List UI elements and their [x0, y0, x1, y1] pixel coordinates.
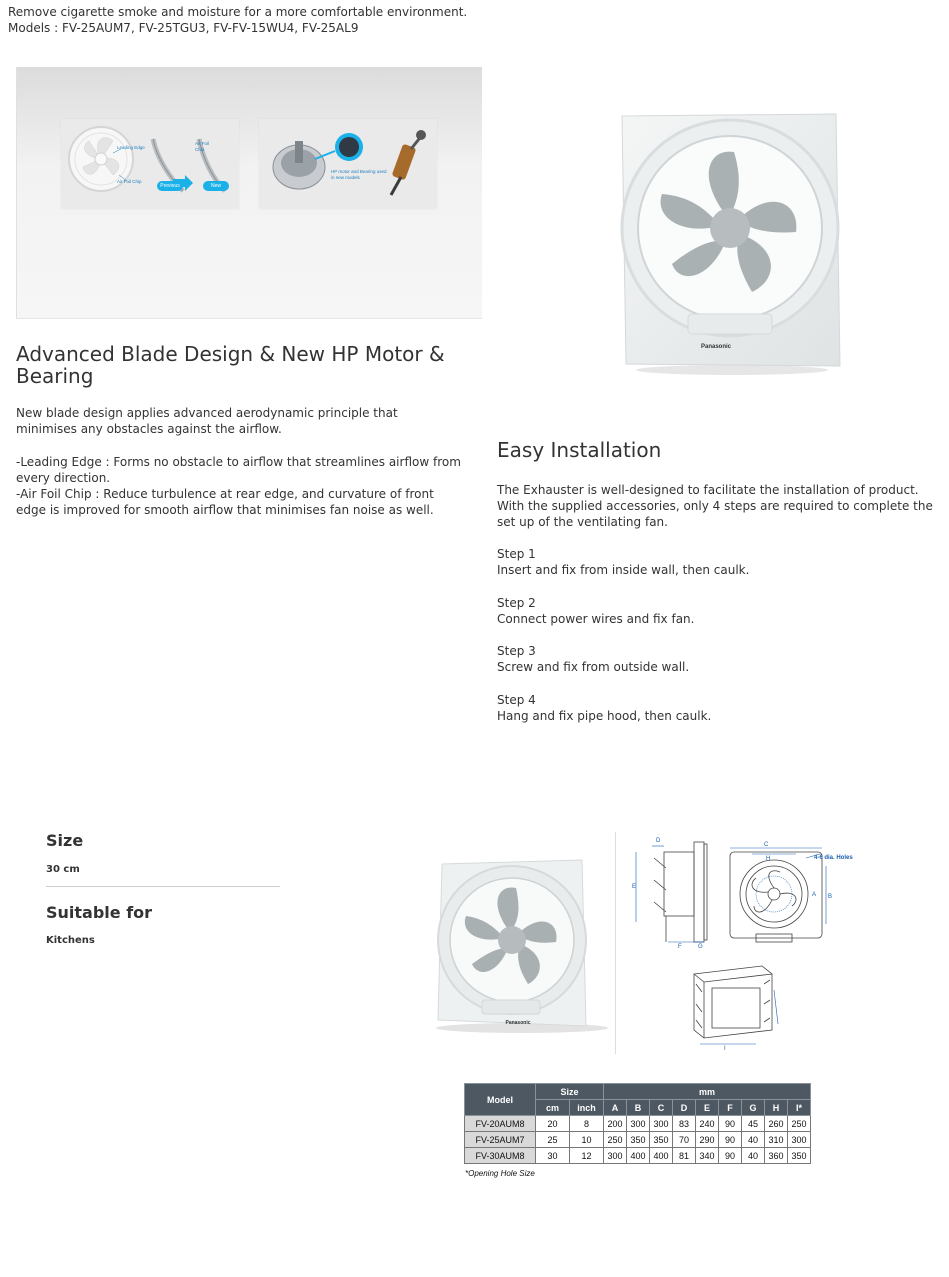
motor-tile	[259, 119, 437, 209]
table-cell: 300	[788, 1132, 811, 1148]
table-cell: 350	[627, 1132, 650, 1148]
table-cell: 90	[719, 1148, 742, 1164]
header-e: E	[696, 1100, 719, 1116]
header-model: Model	[465, 1084, 536, 1116]
spec-label-suitable-for: Suitable for	[46, 903, 153, 922]
dim-letter: D	[656, 838, 661, 844]
table-cell: 25	[536, 1132, 570, 1148]
dim-letter: G	[698, 944, 703, 950]
air-foil-chip-point: -Air Foil Chip : Reduce turbulence at rear edge, and curvature of front edge is improved for smooth airflow that minimises fan noise as well.	[16, 487, 434, 517]
spec-value-suitable-for: Kitchens	[46, 935, 95, 946]
step-text: Insert and fix from inside wall, then caulk.	[497, 563, 750, 577]
spec-divider	[46, 886, 280, 887]
header-h: H	[765, 1100, 788, 1116]
model-cell: FV-25AUM7	[465, 1132, 536, 1148]
table-cell: 260	[765, 1116, 788, 1132]
table-footnote: *Opening Hole Size	[465, 1169, 535, 1178]
header-inch: inch	[570, 1100, 604, 1116]
table-cell: 350	[650, 1132, 673, 1148]
table-row	[465, 1132, 811, 1148]
dim-letter: E	[632, 884, 637, 890]
table-cell: 300	[650, 1116, 673, 1132]
table-row	[465, 1116, 811, 1132]
model-cell: FV-20AUM8	[465, 1116, 536, 1132]
table-cell: 30	[536, 1148, 570, 1164]
new-badge: New	[203, 181, 229, 191]
air-foil-chip-label: Air Foil Chip	[117, 179, 142, 184]
table-cell: 81	[673, 1148, 696, 1164]
table-cell: 350	[788, 1148, 811, 1164]
step-text: Connect power wires and fix fan.	[497, 612, 695, 626]
step-label: Step 3	[497, 644, 536, 658]
dimension-table	[464, 1083, 811, 1164]
table-cell: 45	[742, 1116, 765, 1132]
installation-section-title: Easy Installation	[497, 438, 662, 462]
dim-letter: F	[678, 944, 682, 950]
header-f: F	[719, 1100, 742, 1116]
blade-section-intro: New blade design applies advanced aerodynamic principle that minimises any obstacles against the airflow.	[16, 406, 398, 436]
table-cell: 290	[696, 1132, 719, 1148]
header-mm: mm	[604, 1084, 811, 1100]
dim-letter: C	[764, 842, 769, 848]
previous-badge: Previous	[157, 181, 183, 191]
blade-illustration	[61, 119, 239, 209]
table-cell: 400	[627, 1148, 650, 1164]
table-cell: 90	[719, 1116, 742, 1132]
table-cell: 12	[570, 1148, 604, 1164]
hp-motor-caption: HP motor and Bearing used in new models	[331, 169, 387, 180]
table-cell: 300	[604, 1148, 627, 1164]
models-list: Models : FV-25AUM7, FV-25TGU3, FV-FV-15WU4, FV-25AL9	[8, 21, 359, 35]
header-g: G	[742, 1100, 765, 1116]
header-cm: cm	[536, 1100, 570, 1116]
header-a: A	[604, 1100, 627, 1116]
air-foil-label: Air Foil Chip	[195, 141, 210, 152]
table-cell: 90	[719, 1132, 742, 1148]
table-cell: 83	[673, 1116, 696, 1132]
table-cell: 400	[650, 1148, 673, 1164]
dim-letter: I	[724, 1046, 726, 1052]
intro-text-line: Remove cigarette smoke and moisture for a more comfortable environment.	[8, 5, 468, 19]
header-b: B	[627, 1100, 650, 1116]
leading-edge-label: Leading Edge	[117, 145, 145, 150]
header-i: I*	[788, 1100, 811, 1116]
blade-section-title: Advanced Blade Design & New HP Motor & Bearing	[16, 342, 445, 388]
table-cell: 340	[696, 1148, 719, 1164]
header-d: D	[673, 1100, 696, 1116]
table-cell: 40	[742, 1148, 765, 1164]
header-size: Size	[536, 1084, 604, 1100]
table-cell: 300	[627, 1116, 650, 1132]
installation-intro: The Exhauster is well-designed to facilitate the installation of product. With the supplied accessories, only 4 steps are required to complete the set up of the ventilating fan.	[497, 483, 933, 529]
holes-label: 4-6 dia. Holes	[814, 855, 853, 861]
step-text: Hang and fix pipe hood, then caulk.	[497, 709, 712, 723]
table-cell: 240	[696, 1116, 719, 1132]
table-cell: 20	[536, 1116, 570, 1132]
table-cell: 250	[604, 1132, 627, 1148]
table-cell: 8	[570, 1116, 604, 1132]
table-cell: 250	[788, 1116, 811, 1132]
fan-thumbnail-image	[426, 858, 612, 1036]
dim-letter: B	[828, 894, 833, 900]
spec-label-size: Size	[46, 831, 84, 850]
step-label: Step 4	[497, 693, 536, 707]
spec-value-size: 30 cm	[46, 864, 80, 875]
model-cell: FV-30AUM8	[465, 1148, 536, 1164]
table-cell: 310	[765, 1132, 788, 1148]
dim-letter: H	[766, 856, 771, 862]
blade-design-tile	[61, 119, 239, 209]
table-cell: 200	[604, 1116, 627, 1132]
step-label: Step 2	[497, 596, 536, 610]
dim-letter: A	[812, 892, 817, 898]
brand-logo: Panasonic	[505, 1020, 531, 1026]
table-cell: 70	[673, 1132, 696, 1148]
table-row	[465, 1148, 811, 1164]
dimension-diagram	[624, 834, 864, 1064]
step-label: Step 1	[497, 547, 536, 561]
step-text: Screw and fix from outside wall.	[497, 660, 690, 674]
motor-illustration	[259, 119, 437, 209]
fan-product-image	[610, 108, 850, 378]
feature-banner	[16, 67, 482, 319]
header-c: C	[650, 1100, 673, 1116]
table-cell: 40	[742, 1132, 765, 1148]
image-divider	[615, 832, 616, 1054]
leading-edge-point: -Leading Edge : Forms no obstacle to airflow that streamlines airflow from every direction.	[16, 455, 461, 485]
brand-logo: Panasonic	[700, 344, 732, 350]
table-cell: 10	[570, 1132, 604, 1148]
table-cell: 360	[765, 1148, 788, 1164]
